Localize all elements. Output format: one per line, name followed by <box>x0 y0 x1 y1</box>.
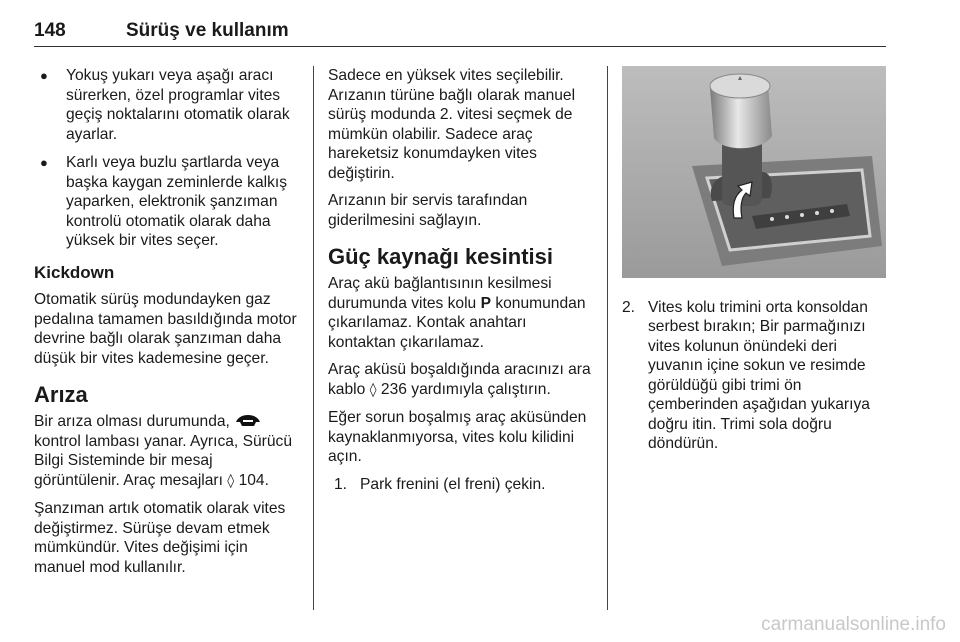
page-ref[interactable]: 104. <box>238 471 269 489</box>
paragraph: Eğer sorun boşalmış araç aküsünden kaynaklanmıyorsa, vites kolu kilidini açın. <box>328 409 587 465</box>
page-ref-arrow-icon: ◊ <box>227 472 235 489</box>
kickdown-heading: Kickdown <box>34 262 115 282</box>
step-item: 1. Park frenini (el freni) çekin. <box>334 475 546 493</box>
page-ref-arrow-icon: ◊ <box>369 381 377 398</box>
column-left <box>34 66 300 585</box>
step-item: 2. Vites kolu trimini orta konsoldan serbest bırakın; Bir parmağınızı vites kolunun önündeki deri yuvanın içine sokun ve resimde görüldüğü gibi trimi ön çemberinden aşağıdan yukarıya doğru itin. Trimi sola doğru döndürün. <box>622 298 870 452</box>
column-divider-1 <box>313 66 314 610</box>
bullet-icon: ● <box>40 155 48 170</box>
ariza-paragraph-1: Bir arıza olması durumunda, kontrol lambası yanar. Ayrıca, Sürücü Bilgi Sisteminde bir mesaj görüntülenir. Araç mesajları ◊ 104. <box>34 413 293 489</box>
paragraph: Araç aküsü boşaldığında aracınızı ara kablo ◊ 236 yardımıyla çalıştırın. <box>328 361 591 398</box>
kickdown-text: Otomatik sürüş modundayken gaz pedalına tamamen basıldığında motor devrine bağlı olarak şanzıman daha düşük bir vites kademesine geçer. <box>34 291 297 367</box>
ariza-heading: Arıza <box>34 382 88 407</box>
column-divider-2 <box>607 66 608 610</box>
footer-watermark: carmanualsonline.info <box>761 614 946 635</box>
column-middle <box>328 66 594 502</box>
park-position-label: P <box>480 294 491 312</box>
column-right <box>622 66 886 462</box>
paragraph: Arızanın bir servis tarafından giderilmesini sağlayın. <box>328 192 528 229</box>
power-outage-heading: Güç kaynağı kesintisi <box>328 244 553 269</box>
page-header <box>34 16 886 47</box>
paragraph: Sadece en yüksek vites seçilebilir. Arızanın türüne bağlı olarak manuel sürüş modunda 2. vitesi seçmek de mümkün olabilir. Sadece araç hareketsiz konumdayken vites değiştirin. <box>328 67 576 182</box>
gear-lever-illustration <box>622 66 886 278</box>
bullet-item: ● Karlı veya buzlu şartlarda veya başka kaygan zeminlerde kalkış yaparken, elektronik şanzıman kontrolü otomatik olarak daha yüksek bir vites seçer. <box>40 154 288 249</box>
page-number: 148 <box>34 20 66 41</box>
page-title: Sürüş ve kullanım <box>126 20 289 41</box>
bullet-icon: ● <box>40 68 48 83</box>
paragraph: Araç akü bağlantısının kesilmesi durumunda vites kolu P konumundan çıkarılamaz. Kontak anahtarı kontaktan çıkarılamaz. <box>328 275 586 351</box>
page-ref[interactable]: 236 <box>380 380 407 398</box>
ariza-paragraph-2: Şanzıman artık otomatik olarak vites değiştirmez. Sürüşe devam etmek mümkündür. Vites değişimi için manuel mod kullanılır. <box>34 500 286 576</box>
transmission-warning-icon <box>234 414 262 428</box>
bullet-item: ● Yokuş yukarı veya aşağı aracı sürerken, özel programlar vites geçiş noktalarını otomatik olarak ayarlar. <box>40 67 290 143</box>
